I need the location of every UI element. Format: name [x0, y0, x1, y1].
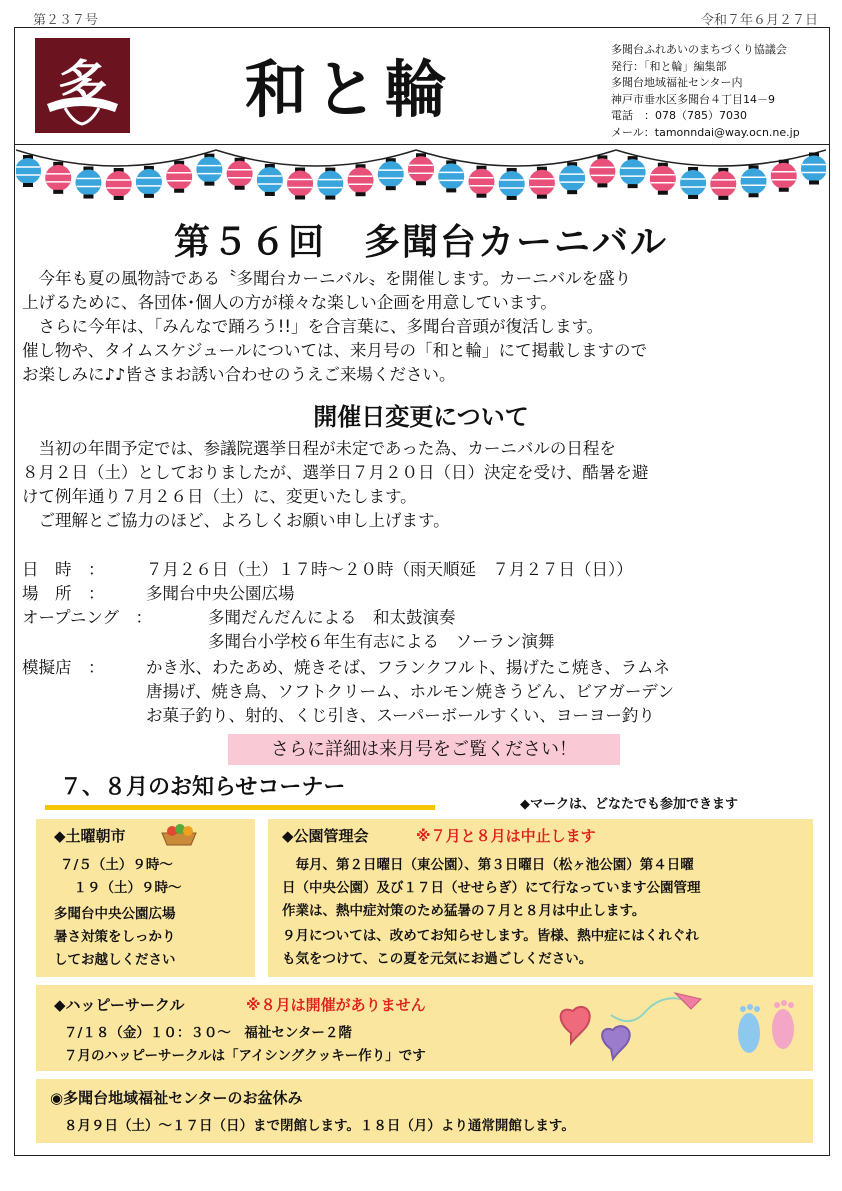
- carnival-paragraph: [22, 267, 647, 387]
- publication-date: 令和７年６月２７日: [700, 13, 818, 28]
- park-management-line: 作業は、熱中症対策のため猛暑の７月と８月は中止します。: [282, 903, 646, 919]
- happy-circle-notice: ※８月は開催がありません: [246, 996, 426, 1014]
- lantern-icon: [680, 167, 706, 199]
- obon-closure-box: [36, 1079, 813, 1143]
- saturday-market-line: 多聞台中央公園広場: [54, 906, 176, 922]
- paragraph-line: 今年も夏の風物詩である〝多聞台カーニバル〟を開催します。カーニバルを盛り: [22, 269, 632, 288]
- saturday-market-title: ◆土曜朝市: [54, 827, 126, 845]
- publisher-line: 電話 ：078（785）7030: [611, 109, 747, 123]
- lantern-icon: [529, 167, 555, 199]
- baby-feet-icon: [729, 995, 807, 1061]
- lantern-icon: [106, 168, 132, 200]
- publisher-line: 多聞台ふれあいのまちづくり協議会: [611, 43, 787, 56]
- happy-circle-title: ◆ハッピーサークル: [54, 996, 185, 1014]
- park-management-line: も気をつけて、この夏を元気にお過ごしください。: [282, 951, 593, 967]
- logo: [35, 38, 130, 133]
- lantern-icon: [710, 168, 736, 200]
- saturday-market-line: １９（土）９時～: [60, 880, 182, 896]
- event-stalls-value: 唐揚げ、焼き鳥、ソフトクリーム、ホルモン焼きうどん、ビアガーデン: [146, 682, 674, 701]
- icing-cookies-illustration: [551, 989, 711, 1069]
- saturday-market-line: 暑さ対策をしっかり: [54, 929, 176, 945]
- lantern-garland-illustration: [16, 148, 826, 208]
- lantern-icon: [136, 166, 162, 198]
- park-management-box: [268, 819, 813, 977]
- notice-corner-title: ７、８月のお知らせコーナー: [60, 775, 346, 800]
- newsletter-title: 和と輪: [245, 53, 456, 126]
- paragraph-line: お楽しみに♪♪皆さまお誘い合わせのうえご来場ください。: [22, 365, 456, 384]
- happy-circle-line: ７/１８（金）１０：３０～ 福祉センター２階: [64, 1025, 352, 1041]
- event-opening-value: 多聞台小学校６年生有志による ソーラン演舞: [208, 632, 555, 651]
- event-stalls-value: お菓子釣り、射的、くじ引き、スーパーボールすくい、ヨーヨー釣り: [146, 706, 655, 725]
- lantern-icon: [771, 160, 797, 192]
- lantern-icon: [45, 162, 71, 194]
- happy-circle-line: ７月のハッピーサークルは「アイシングクッキー作り」です: [64, 1048, 426, 1064]
- publisher-line: 神戸市垂水区多聞台４丁目14－9: [611, 92, 775, 106]
- lantern-icon: [499, 168, 525, 200]
- paragraph-line: 上げるために、各団体･個人の方が様々な楽しい企画を用意しています。: [22, 293, 557, 312]
- lantern-icon: [650, 163, 676, 195]
- paragraph-line: ８月２日（土）としておりましたが、選挙日７月２０日（日）決定を受け、酷暑を避: [22, 463, 649, 482]
- lantern-icon: [559, 162, 585, 194]
- lantern-icon: [741, 165, 767, 197]
- paragraph-line: さらに今年は、「みんなで踊ろう!!」を合言葉に、多聞台音頭が復活します。: [22, 317, 604, 336]
- publisher-email: メール：tamonndai@way.ocn.ne.jp: [611, 125, 800, 139]
- lantern-icon: [287, 168, 313, 200]
- lantern-icon: [408, 153, 434, 185]
- publisher-line: 発行：「和と輪」編集部: [611, 59, 727, 73]
- lantern-icon: [589, 155, 615, 187]
- header-divider: [14, 144, 830, 145]
- lantern-icon: [438, 160, 464, 192]
- obon-closure-line: ８月９日（土）～１７日（日）まで閉館します。１８日（月）より通常開館します。: [64, 1118, 575, 1134]
- paragraph-line: ご理解とご協力のほど、よろしくお願い申し上げます。: [22, 511, 450, 530]
- lantern-icon: [196, 154, 222, 186]
- park-management-line: 毎月、第２日曜日（東公園）、第３日曜日（松ヶ池公園）第４日曜: [282, 857, 694, 873]
- lantern-icon: [620, 156, 646, 188]
- obon-closure-title: ◉多聞台地域福祉センターのお盆休み: [50, 1089, 303, 1107]
- corner-underline: [45, 805, 435, 810]
- lantern-icon: [75, 167, 101, 199]
- mark-note: ◆マークは、どなたでも参加できます: [520, 797, 738, 812]
- paragraph-line: 当初の年間予定では、参議院選挙日程が未定であった為、カーニバルの日程を: [22, 439, 616, 458]
- lantern-icon: [317, 168, 343, 200]
- saturday-market-box: [36, 819, 255, 977]
- issue-number: 第２３７号: [33, 13, 99, 28]
- park-management-line: ９月については、改めてお知らせします。皆様、熱中症にはくれぐれ: [282, 928, 699, 944]
- lantern-icon: [378, 158, 404, 190]
- event-opening-label: オープニング ：: [22, 608, 153, 627]
- publisher-info: [611, 42, 800, 142]
- lantern-icon: [257, 164, 283, 196]
- publisher-line: 多聞台地域福祉センター内: [611, 76, 743, 90]
- paragraph-line: 催し物や、タイムスケジュールについては、来月号の「和と輪」にて掲載しますので: [22, 341, 648, 360]
- carnival-title: 第５６回 多聞台カーニバル: [173, 222, 668, 263]
- saturday-market-line: ７/５（土）９時～: [60, 857, 173, 873]
- lantern-icon: [16, 155, 41, 187]
- lantern-icon: [227, 158, 253, 190]
- lantern-icon: [166, 161, 192, 193]
- event-place-value: 多聞台中央公園広場: [146, 584, 295, 603]
- saturday-market-line: してお越しください: [54, 952, 176, 968]
- date-change-paragraph: [22, 437, 648, 533]
- lantern-icon: [348, 164, 374, 196]
- lantern-icon: [801, 153, 826, 185]
- lantern-icon: [468, 166, 494, 198]
- park-management-notice: ※７月と８月は中止します: [416, 827, 596, 845]
- event-date-label: 日 時 ：: [22, 560, 105, 579]
- event-place-label: 場 所 ：: [22, 584, 105, 603]
- event-opening-value: 多聞だんだんによる 和太鼓演奏: [208, 608, 456, 627]
- date-change-title: 開催日変更について: [313, 403, 529, 431]
- event-stalls-label: 模擬店 ：: [22, 658, 105, 677]
- event-date-value: ７月２６日（土）１７時～２０時（雨天順延 ７月２７日（日））: [146, 560, 633, 579]
- event-stalls-value: かき氷、わたあめ、焼きそば、フランクフルト、揚げたこ焼き、ラムネ: [146, 658, 671, 677]
- more-details-banner: さらに詳細は来月号をご覧ください！: [228, 734, 620, 765]
- happy-circle-box: [36, 985, 813, 1071]
- logo-character: 多: [57, 54, 108, 113]
- park-management-title: ◆公園管理会: [282, 827, 369, 845]
- vegetable-basket-icon: [158, 823, 200, 847]
- park-management-line: 日（中央公園）及び１７日（せせらぎ）にて行なっています公園管理: [282, 880, 701, 896]
- paragraph-line: けて例年通り７月２６日（土）に、変更いたします。: [22, 487, 417, 506]
